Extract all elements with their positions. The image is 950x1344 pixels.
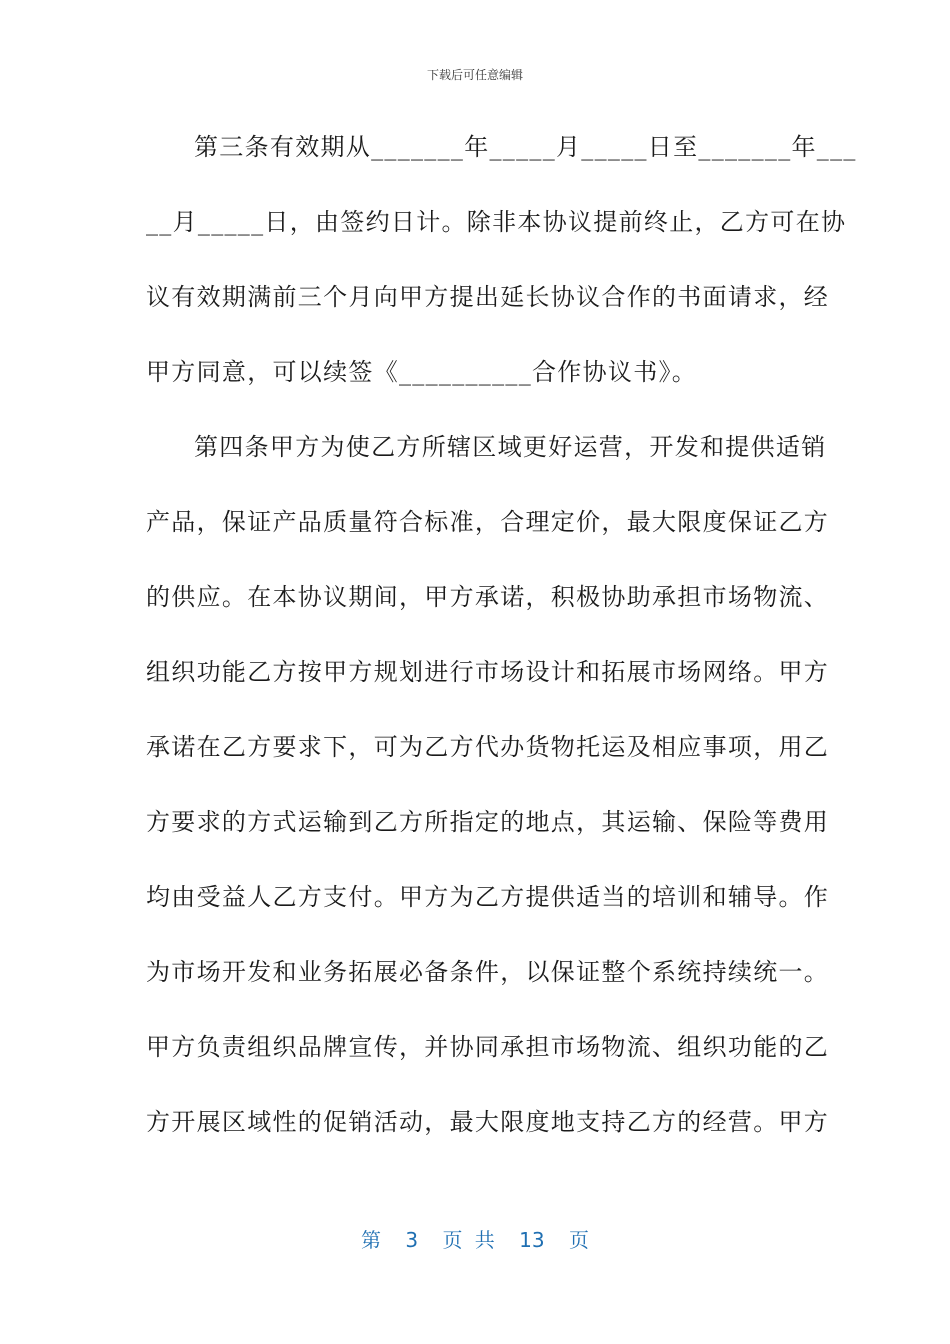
paragraph-line: 承诺在乙方要求下，可为乙方代办货物托运及相应事项，用乙 [146,733,830,761]
paragraph-line: 第三条有效期从_______年_____月_____日至_______年___ [194,133,857,161]
paragraph-line: 方开展区域性的促销活动，最大限度地支持乙方的经营。甲方 [146,1108,830,1136]
paragraph-line: __月_____日，由签约日计。除非本协议提前终止，乙方可在协 [146,208,847,236]
footer-label-page: 第 [361,1228,381,1252]
footer-label-of: 页 共 [442,1228,495,1252]
page-header: 下载后可任意编辑 [426,68,523,82]
paragraph-line: 甲方同意，可以续签《__________合作协议书》。 [146,358,698,386]
paragraph-line: 方要求的方式运输到乙方所指定的地点，其运输、保险等费用 [146,808,830,836]
paragraph-line: 第四条甲方为使乙方所辖区域更好运营，开发和提供适销 [194,433,827,461]
footer-label-pages: 页 [568,1228,589,1252]
document-body [146,122,857,1172]
paragraph-line: 产品，保证产品质量符合标准，合理定价，最大限度保证乙方 [146,508,830,536]
paragraph-line: 的供应。在本协议期间，甲方承诺，积极协助承担市场物流、 [146,583,830,611]
footer-current-page: 3 [405,1228,419,1252]
page-footer [0,1224,950,1253]
paragraph-line: 甲方负责组织品牌宣传，并协同承担市场物流、组织功能的乙 [146,1033,830,1061]
paragraph-line: 议有效期满前三个月向甲方提出延长协议合作的书面请求，经 [146,283,830,311]
paragraph-line: 为市场开发和业务拓展必备条件，以保证整个系统持续统一。 [146,958,830,986]
paragraph-line: 均由受益人乙方支付。甲方为乙方提供适当的培训和辅导。作 [146,883,830,911]
footer-total-pages: 13 [519,1228,545,1252]
paragraph-line: 组织功能乙方按甲方规划进行市场设计和拓展市场网络。甲方 [146,658,830,686]
